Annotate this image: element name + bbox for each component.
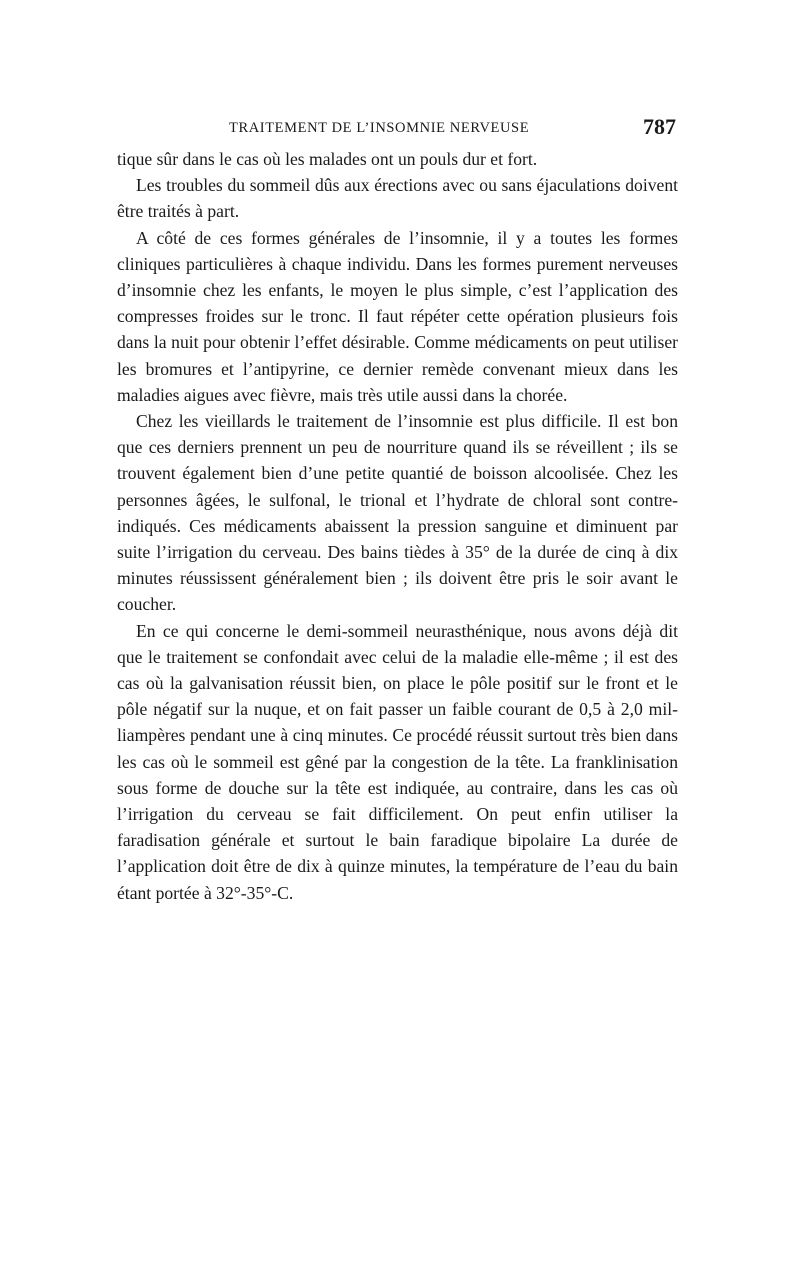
page-number: 787 [643,114,676,139]
paragraph-clinical-forms: A côté de ces formes générales de l’insomnie, il y a toutes les formes cliniques particulières à chaque individu. Dans les formes purement nerveuses d’insomnie chez les enfants, le moyen le plus simple, c’est l’application des compresses froides sur le tronc. Il faut répéter cette opération plusieurs fois dans la nuit pour obtenir l’effet désirable. Comme médicaments on peut utiliser les bromures et l’antipyrine, ce dernier remède convenant mieux dans les maladies aigues avec fièvre, mais très utile aussi dans la chorée. [117,227,678,405]
page-body [117,146,678,906]
paragraph-neurasthenic: En ce qui concerne le demi-sommeil neurasthénique, nous avons déjà dit que le traitement se confondait avec celui de la maladie elle-même ; il est des cas où la galvanisation réussit bien, on place le pôle positif sur le front et le pôle négatif sur la nuque, et on fait passer un faible courant de 0,5 à 2,0 milliampères pendant une à cinq minutes. Ce procédé réussit surtout très bien dans les cas où le sommeil est gêné par la congestion de la tête. La franklinisation sous forme de douche sur la tête est indiquée, au contraire, dans les cas où l’irrigation du cerveau se fait difficilement. On peut enfin utiliser la faradisation générale et surtout le bain faradique bipolaire La durée de l’application doit être de dix à quinze minutes, la température de l’eau du bain étant portée à 32°-35°-C. [117,620,678,903]
paragraph-continued: tique sûr dans le cas où les malades ont un pouls dur et fort. [117,149,538,169]
paragraph-elderly: Chez les vieillards le traitement de l’insomnie est plus difficile. Il est bon que ces derniers prennent un peu de nourriture quand ils se réveillent ; ils se trouvent également bien d’une petite quantié de boisson alcoolisée. Chez les personnes âgées, le sulfonal, le trional et l’hydrate de chloral sont contre-indiqués. Ces médicaments abaissent la pression sanguine et diminuent par suite l’irrigation du cerveau. Des bains tièdes à 35° de la durée de cinq à dix minutes réussissent généralement bien ; ils doivent être pris le soir avant le coucher. [117,411,678,615]
paragraph-erections: Les troubles du sommeil dûs aux érections avec ou sans éjaculations doivent être traités à part. [117,175,678,222]
page-header [117,112,678,146]
running-title: TRAITEMENT DE L’INSOMNIE NERVEUSE [229,120,530,136]
book-page [117,112,678,906]
